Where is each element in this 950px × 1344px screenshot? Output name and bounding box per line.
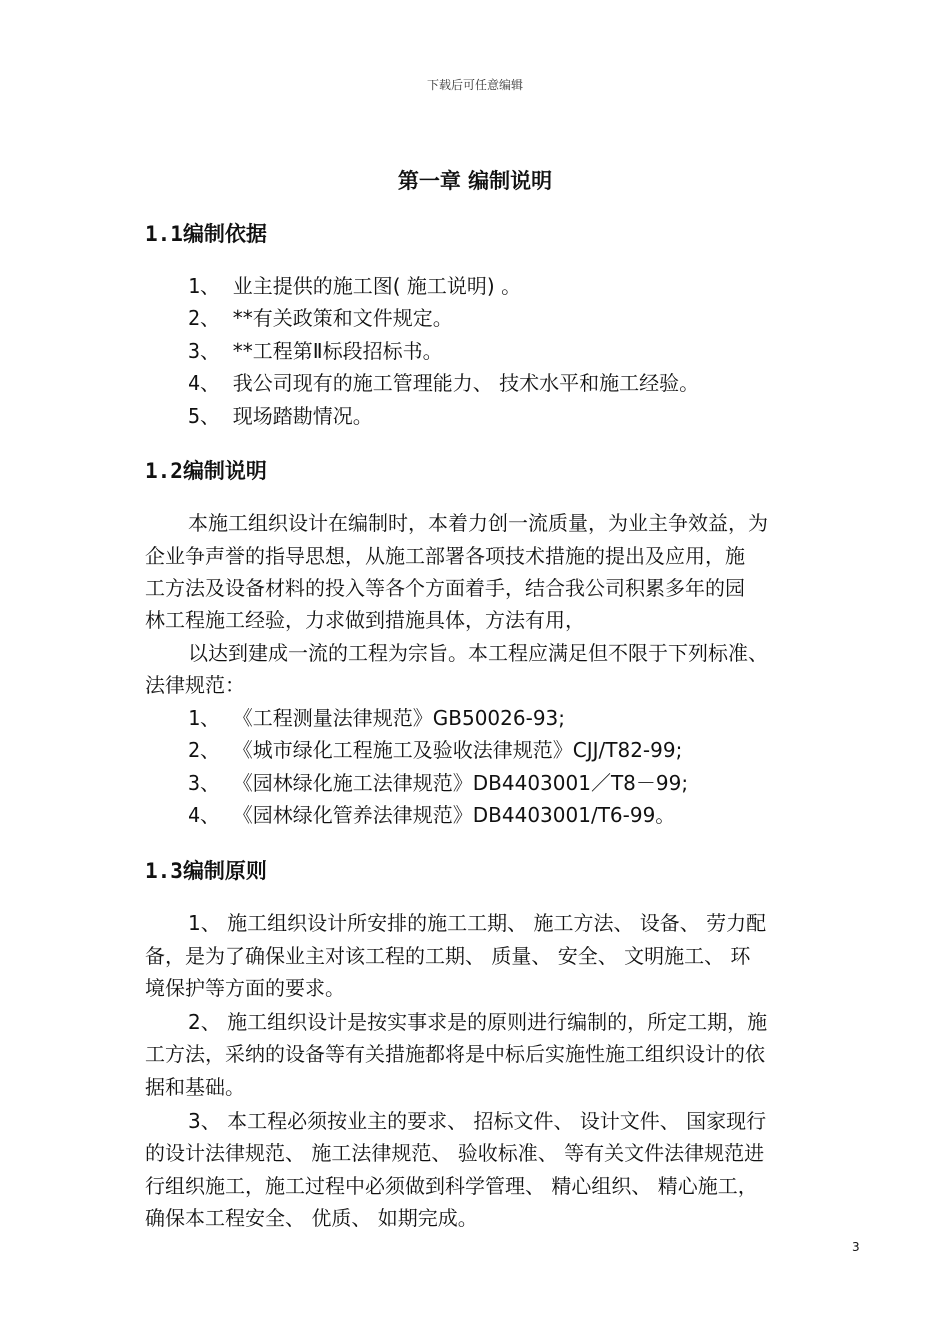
paragraph-line: 1、 施工组织设计所安排的施工工期、 施工方法、 设备、 劳力配 (188, 911, 767, 935)
page-number: 3 (852, 1240, 860, 1254)
section-heading-1-3: 1.3编制原则 (145, 859, 267, 883)
paragraph-line: 2、 施工组织设计是按实事求是的原则进行编制的，所定工期，施 (188, 1010, 768, 1034)
paragraph-line: 据和基础。 (145, 1075, 245, 1099)
paragraph-line: 确保本工程安全、 优质、 如期完成。 (145, 1206, 478, 1230)
list-item: 3、 **工程第Ⅱ标段招标书。 (188, 339, 443, 363)
paragraph-line: 企业争声誉的指导思想，从施工部署各项技术措施的提出及应用，施 (145, 544, 745, 568)
list-item: 1、 业主提供的施工图( 施工说明) 。 (188, 274, 522, 298)
paragraph-line: 本施工组织设计在编制时，本着力创一流质量，为业主争效益，为 (188, 511, 768, 535)
list-item: 5、 现场踏勘情况。 (188, 404, 373, 428)
paragraph-line: 以达到建成一流的工程为宗旨。本工程应满足但不限于下列标准、 (188, 641, 768, 665)
list-item: 1、 《工程测量法律规范》GB50026-93; (188, 706, 566, 730)
list-item: 3、 《园林绿化施工法律规范》DB4403001／T8－99; (188, 771, 689, 795)
paragraph-line: 境保护等方面的要求。 (145, 976, 345, 1000)
page-header: 下载后可任意编辑 (426, 78, 523, 92)
paragraph-line: 行组织施工，施工过程中必须做到科学管理、 精心组织、 精心施工， (145, 1174, 758, 1198)
list-item: 2、 **有关政策和文件规定。 (188, 306, 453, 330)
paragraph-line: 工方法及设备材料的投入等各个方面着手，结合我公司积累多年的园 (145, 576, 745, 600)
paragraph-line: 工方法，采纳的设备等有关措施都将是中标后实施性施工组织设计的依 (145, 1042, 765, 1066)
list-item: 4、 我公司现有的施工管理能力、 技术水平和施工经验。 (188, 371, 700, 395)
paragraph-line: 林工程施工经验，力求做到措施具体，方法有用， (145, 608, 585, 632)
paragraph-line: 备，是为了确保业主对该工程的工期、 质量、 安全、 文明施工、 环 (145, 944, 751, 968)
list-item: 2、 《城市绿化工程施工及验收法律规范》CJJ/T82-99; (188, 738, 683, 762)
paragraph-line: 法律规范： (145, 673, 245, 697)
section-heading-1-1: 1.1编制依据 (145, 222, 267, 246)
paragraph-line: 的设计法律规范、 施工法律规范、 验收标准、 等有关文件法律规范进 (145, 1141, 765, 1165)
section-heading-1-2: 1.2编制说明 (145, 459, 267, 483)
paragraph-line: 3、 本工程必须按业主的要求、 招标文件、 设计文件、 国家现行 (188, 1109, 767, 1133)
chapter-title: 第一章 编制说明 (397, 169, 553, 193)
list-item: 4、 《园林绿化管养法律规范》DB4403001/T6-99。 (188, 803, 676, 827)
